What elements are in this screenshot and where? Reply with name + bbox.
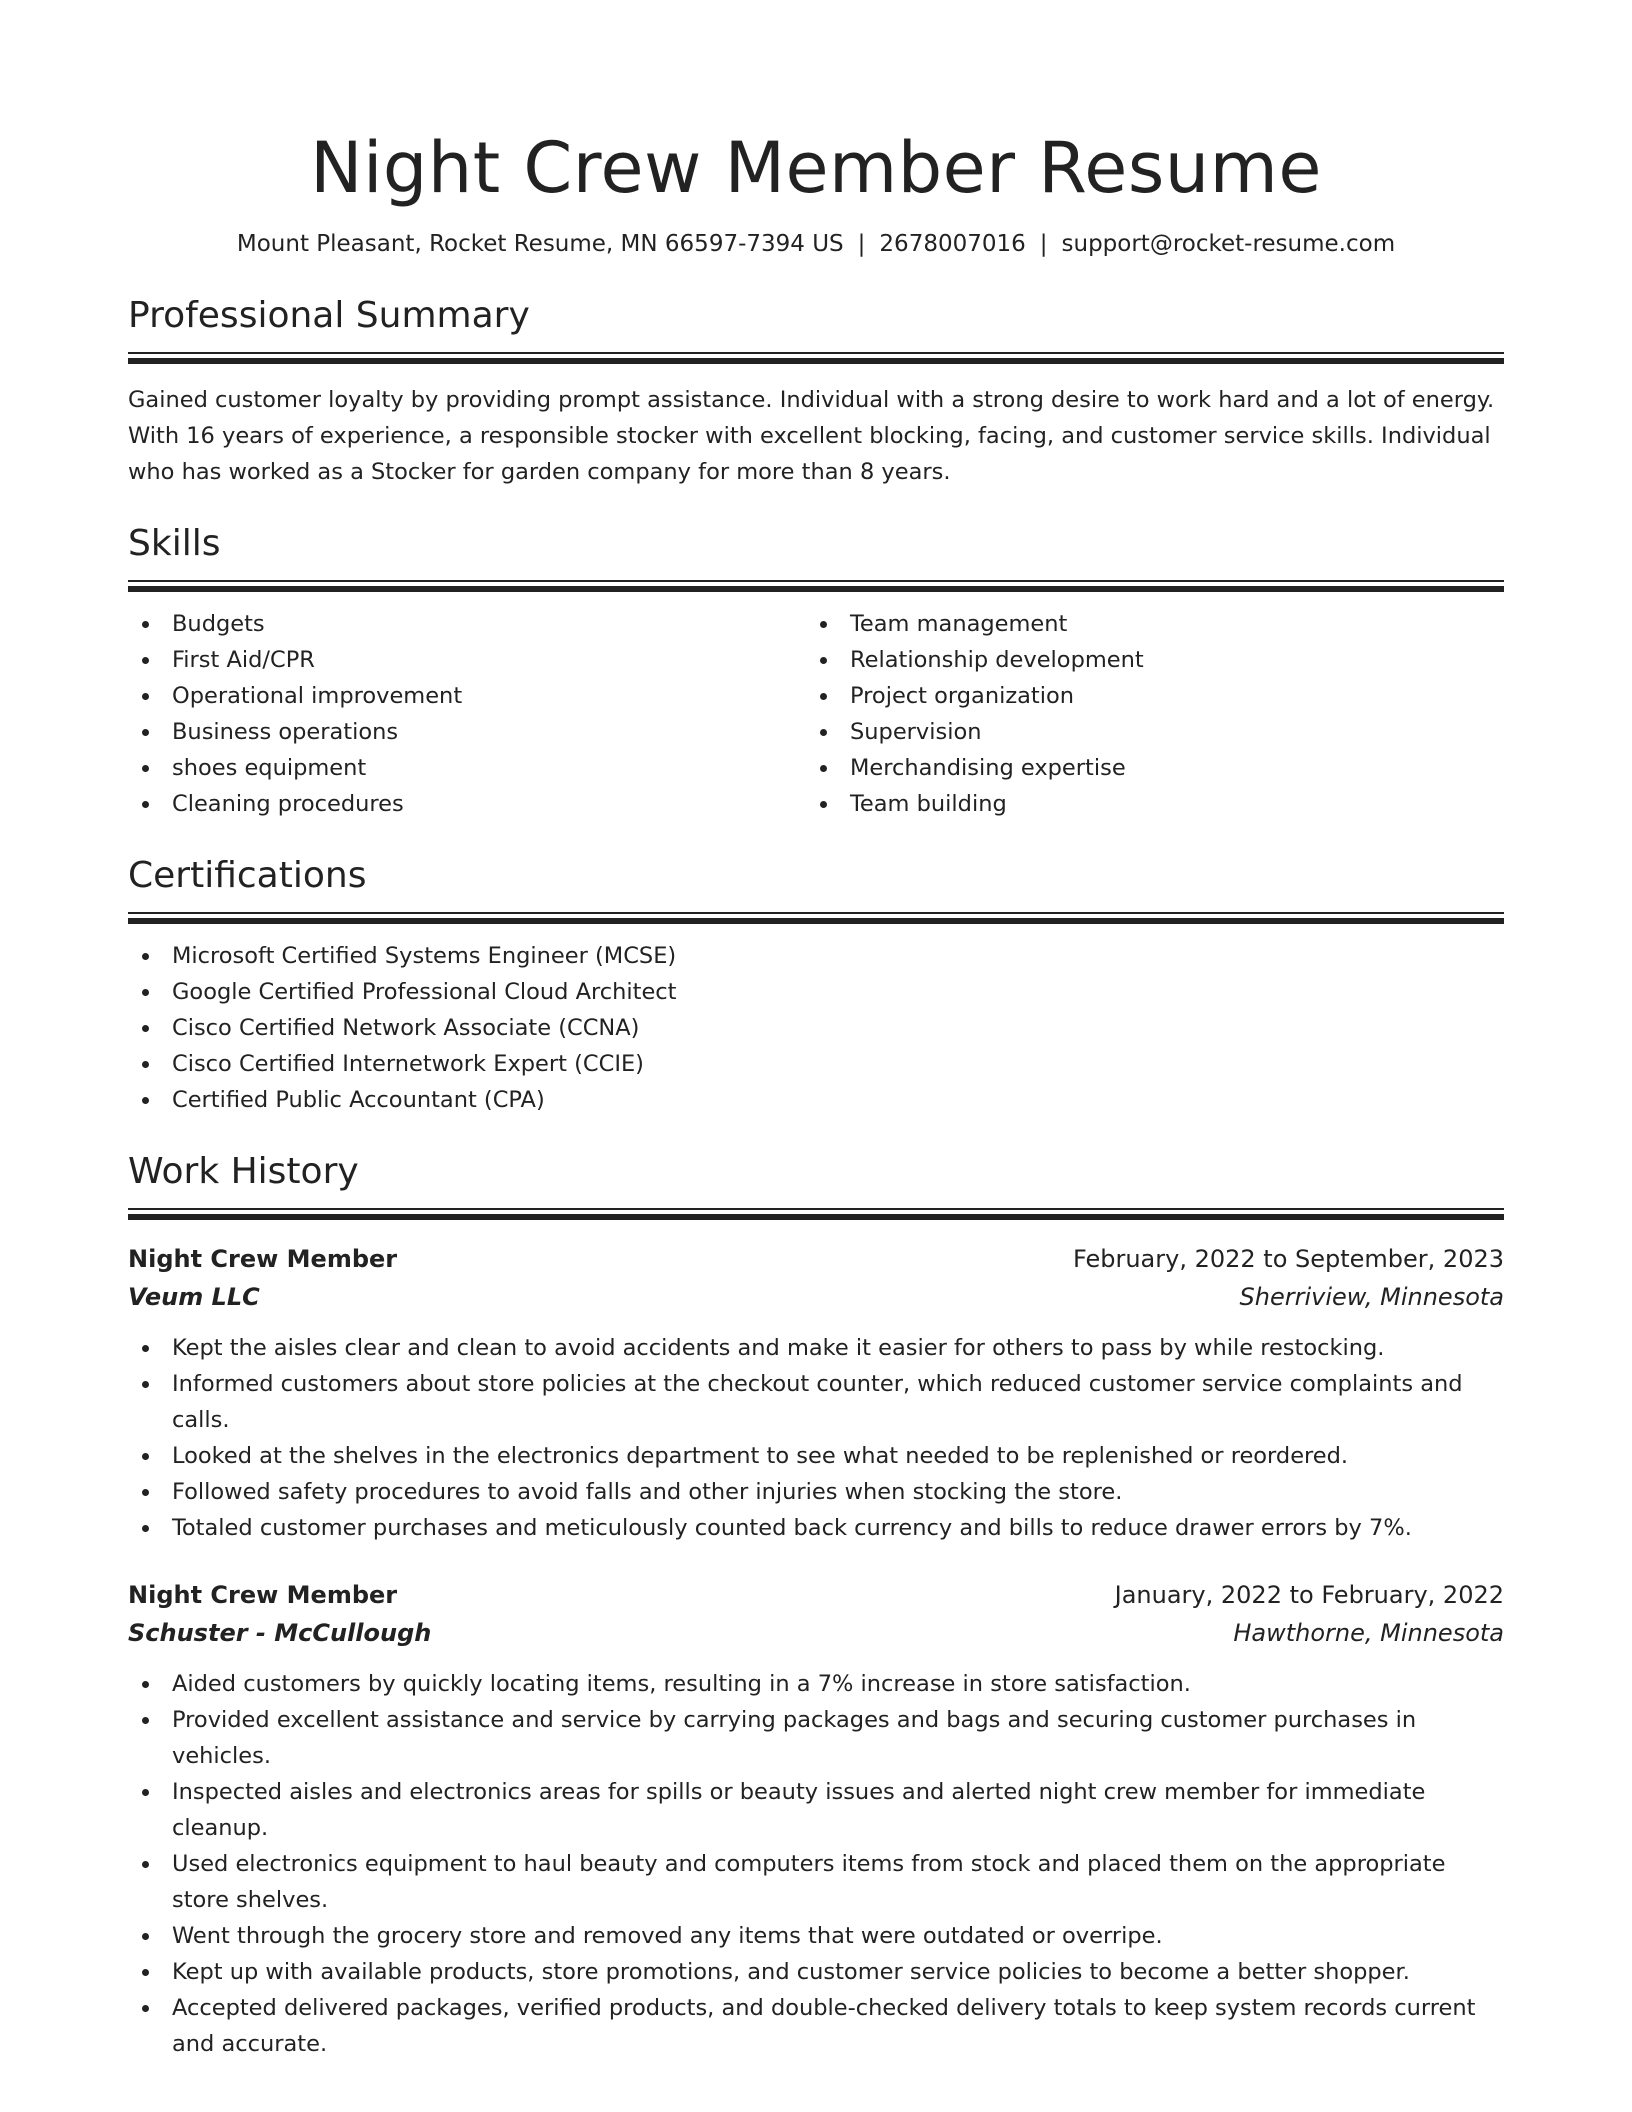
bullet-icon	[142, 1861, 149, 1868]
bullet-icon	[820, 801, 827, 808]
section-title-certifications: Certifications	[128, 855, 367, 896]
bullet-icon	[142, 1061, 149, 1068]
certifications-section	[128, 852, 1504, 1118]
job-location: Sherriview, Minnesota	[1239, 1283, 1504, 1311]
skills-list-right	[806, 606, 1484, 822]
bullet-icon	[820, 621, 827, 628]
bullet-icon	[142, 693, 149, 700]
skills-columns	[128, 606, 1504, 822]
summary-section	[128, 292, 1504, 490]
bullet-icon	[142, 657, 149, 664]
job-title: Night Crew Member	[128, 1581, 398, 1609]
bullet-icon	[142, 1969, 149, 1976]
job-bullet-item: Followed safety procedures to avoid falls and other injuries when stocking the store.	[128, 1474, 1504, 1510]
bullet-icon	[142, 1381, 149, 1388]
section-title-skills: Skills	[128, 523, 221, 564]
section-divider	[128, 912, 1504, 924]
certifications-list	[128, 938, 1504, 1118]
certification-item: Google Certified Professional Cloud Architect	[128, 974, 1504, 1010]
bullet-icon	[142, 1025, 149, 1032]
job-company: Schuster - McCullough	[128, 1619, 432, 1647]
skill-item: First Aid/CPR	[128, 642, 806, 678]
work-history-section	[128, 1148, 1504, 2062]
bullet-icon	[820, 693, 827, 700]
skill-item: Relationship development	[806, 642, 1484, 678]
section-divider	[128, 580, 1504, 592]
section-title-summary: Professional Summary	[128, 295, 530, 336]
resume-page	[128, 0, 1504, 2062]
skill-item: Cleaning procedures	[128, 786, 806, 822]
job-bullet-item: Kept the aisles clear and clean to avoid accidents and make it easier for others to pass by while restocking.	[128, 1330, 1504, 1366]
bullet-icon	[142, 989, 149, 996]
job-title: Night Crew Member	[128, 1245, 398, 1273]
job-bullets	[128, 1330, 1504, 1546]
bullet-icon	[142, 621, 149, 628]
bullet-icon	[142, 1453, 149, 1460]
skills-list-left	[128, 606, 806, 822]
bullet-icon	[142, 2005, 149, 2012]
bullet-icon	[142, 1789, 149, 1796]
skill-item: Project organization	[806, 678, 1484, 714]
certification-item: Microsoft Certified Systems Engineer (MCSE)	[128, 938, 1504, 974]
contact-line	[128, 224, 1504, 264]
bullet-icon	[142, 1681, 149, 1688]
bullet-icon	[820, 657, 827, 664]
bullet-icon	[142, 953, 149, 960]
bullet-icon	[820, 765, 827, 772]
skill-item: Business operations	[128, 714, 806, 750]
summary-text: Gained customer loyalty by providing prompt assistance. Individual with a strong desire to work hard and a lot of energy. With 16 years of experience, a responsible stocker with excellent blocking, facing, and customer service skills. Individual who has worked as a Stocker for garden company for more than 8 years.	[128, 387, 1495, 485]
skill-item: Team management	[806, 606, 1484, 642]
contact-address: Mount Pleasant, Rocket Resume, MN 66597-7394 US	[236, 231, 844, 257]
section-divider	[128, 1208, 1504, 1220]
job-bullet-item: Went through the grocery store and removed any items that were outdated or overripe.	[128, 1918, 1504, 1954]
job-bullet-item: Accepted delivered packages, verified products, and double-checked delivery totals to keep system records current and accurate.	[128, 1990, 1504, 2062]
skill-item: Merchandising expertise	[806, 750, 1484, 786]
bullet-icon	[142, 1933, 149, 1940]
job-company: Veum LLC	[128, 1283, 260, 1311]
certification-item: Cisco Certified Network Associate (CCNA)	[128, 1010, 1504, 1046]
job-bullet-item: Kept up with available products, store promotions, and customer service policies to become a better shopper.	[128, 1954, 1504, 1990]
contact-email[interactable]: support@rocket-resume.com	[1061, 231, 1396, 257]
skill-item: Team building	[806, 786, 1484, 822]
job-subheader-row	[128, 1278, 1504, 1316]
job-header-row	[128, 1240, 1504, 1278]
certification-item: Certified Public Accountant (CPA)	[128, 1082, 1504, 1118]
bullet-icon	[142, 765, 149, 772]
job-bullet-item: Totaled customer purchases and meticulously counted back currency and bills to reduce drawer errors by 7%.	[128, 1510, 1504, 1546]
job-entry	[128, 1240, 1504, 1546]
bullet-icon	[142, 801, 149, 808]
job-dates: February, 2022 to September, 2023	[1072, 1245, 1504, 1273]
bullet-icon	[142, 1345, 149, 1352]
job-bullet-item: Provided excellent assistance and service by carrying packages and bags and securing customer purchases in vehicles.	[128, 1702, 1504, 1774]
skills-section	[128, 520, 1504, 822]
skill-item: shoes equipment	[128, 750, 806, 786]
skill-item: Supervision	[806, 714, 1484, 750]
bullet-icon	[142, 1525, 149, 1532]
job-entry	[128, 1576, 1504, 2062]
skill-item: Operational improvement	[128, 678, 806, 714]
job-bullet-item: Used electronics equipment to haul beauty and computers items from stock and placed them on the appropriate store shelves.	[128, 1846, 1504, 1918]
bullet-icon	[820, 729, 827, 736]
job-bullet-item: Aided customers by quickly locating items, resulting in a 7% increase in store satisfaction.	[128, 1666, 1504, 1702]
job-location: Hawthorne, Minnesota	[1233, 1619, 1504, 1647]
bullet-icon	[142, 729, 149, 736]
job-header-row	[128, 1576, 1504, 1614]
job-bullet-item: Inspected aisles and electronics areas for spills or beauty issues and alerted night crew member for immediate cleanup.	[128, 1774, 1504, 1846]
bullet-icon	[142, 1489, 149, 1496]
contact-phone: 2678007016	[879, 231, 1026, 257]
skill-item: Budgets	[128, 606, 806, 642]
job-dates: January, 2022 to February, 2022	[1114, 1581, 1504, 1609]
bullet-icon	[142, 1097, 149, 1104]
bullet-icon	[142, 1717, 149, 1724]
job-bullets	[128, 1666, 1504, 2062]
job-bullet-item: Looked at the shelves in the electronics department to see what needed to be replenished or reordered.	[128, 1438, 1504, 1474]
certification-item: Cisco Certified Internetwork Expert (CCIE)	[128, 1046, 1504, 1082]
contact-separator: |	[857, 231, 866, 257]
job-subheader-row	[128, 1614, 1504, 1652]
section-title-work-history: Work History	[128, 1151, 359, 1192]
job-bullet-item: Informed customers about store policies at the checkout counter, which reduced customer service complaints and calls.	[128, 1366, 1504, 1438]
resume-title: Night Crew Member Resume	[310, 127, 1322, 209]
section-divider	[128, 352, 1504, 364]
contact-separator: |	[1039, 231, 1048, 257]
